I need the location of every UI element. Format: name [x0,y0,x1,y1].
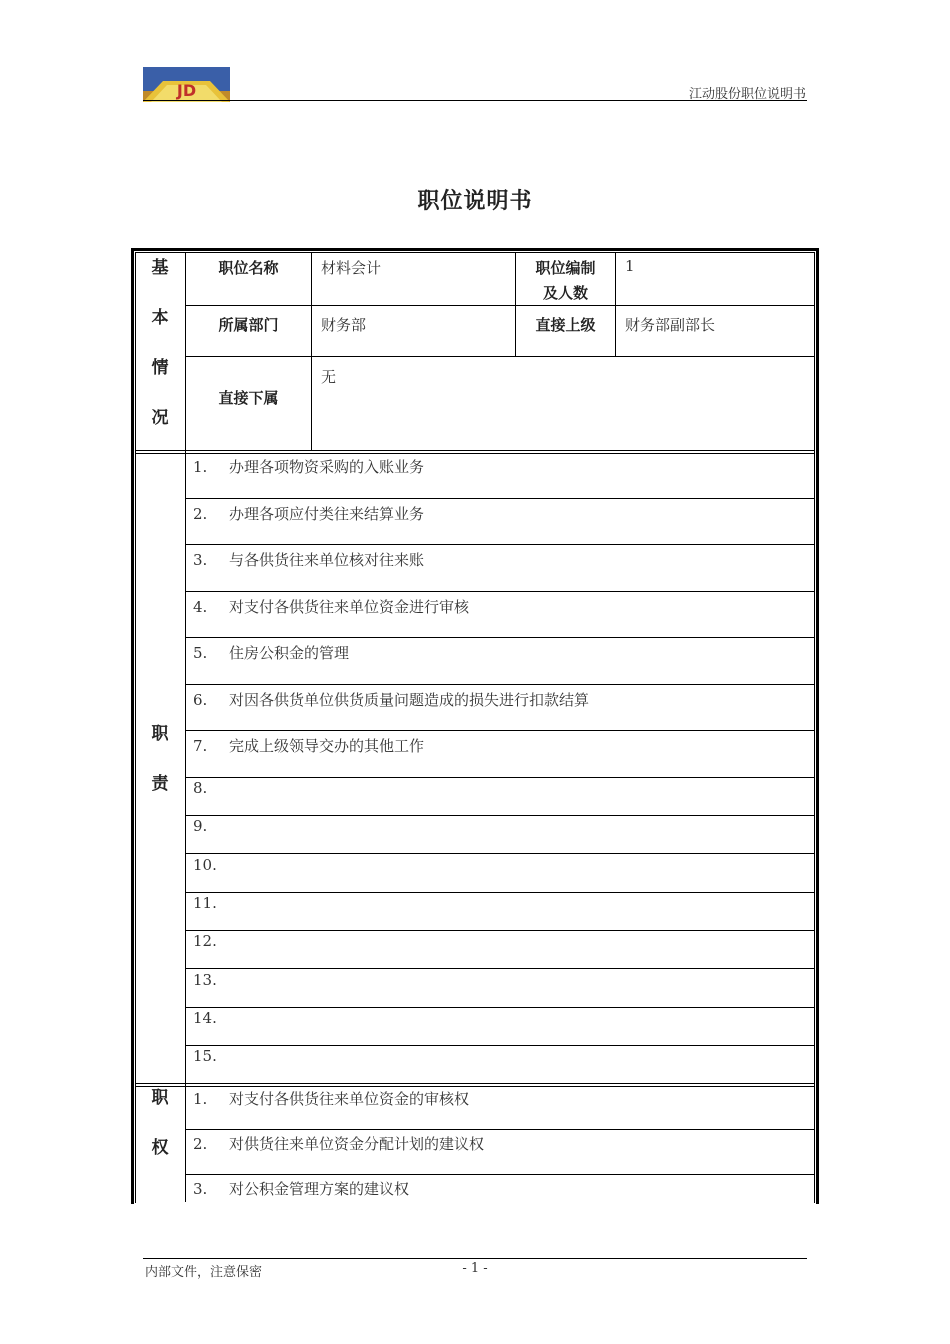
table-divider [185,637,814,638]
company-logo [143,67,230,102]
duty-item: 5. 住房公积金的管理 [193,644,350,662]
authority-item: 1. 对支付各供货往来单位资金的审核权 [193,1090,470,1108]
table-divider [185,1174,814,1175]
table-divider [311,252,312,451]
header-doc-title: 江动股份职位说明书 [688,87,806,102]
authority-item: 3. 对公积金管理方案的建议权 [193,1180,410,1198]
table-divider [185,815,814,816]
duty-item: 7. 完成上级领导交办的其他工作 [193,737,425,755]
section-label-duties: 职 责 [151,724,169,794]
duty-item: 12. [193,932,217,950]
table-divider [185,968,814,969]
table-divider [185,777,814,778]
page-title: 职位说明书 [417,189,533,214]
svg-text:JD: JD [176,81,197,100]
table-divider [185,544,814,545]
table-divider [185,1007,814,1008]
table-divider [185,498,814,499]
section-divider [135,1083,814,1087]
duty-item: 3. 与各供货往来单位核对往来账 [193,551,425,569]
duty-item: 6. 对因各供货单位供货质量问题造成的损失进行扣款结算 [193,691,590,709]
duty-item: 11. [193,894,217,912]
department-value: 财务部 [321,316,367,334]
table-divider [185,930,814,931]
table-divider [185,853,814,854]
section-label-authority: 职 权 [151,1088,169,1158]
position-name-label: 职位名称 [218,259,279,277]
duty-item: 13. [193,971,217,989]
headcount-label: 职位编制 及人数 [535,259,596,302]
superior-value: 财务部副部长 [625,316,716,334]
footer-confidential: 内部文件，注意保密 [145,1265,263,1280]
subordinate-value: 无 [321,368,337,386]
table-divider [615,252,616,356]
subordinate-label: 直接下属 [218,389,279,407]
table-divider [185,1045,814,1046]
duty-item: 4. 对支付各供货往来单位资金进行审核 [193,598,470,616]
table-divider [185,305,814,306]
duty-item: 1. 办理各项物资采购的入账业务 [193,458,425,476]
table-divider [185,892,814,893]
page-number: - 1 - [462,1261,488,1276]
duty-item: 15. [193,1047,217,1065]
duty-item: 14. [193,1009,217,1027]
duty-item: 9. [193,817,208,835]
section-divider [135,450,814,454]
headcount-value: 1 [625,257,635,275]
table-divider [185,356,814,357]
section-label-basic: 基 本 情 况 [151,258,169,428]
duty-item: 10. [193,856,217,874]
position-name-value: 材料会计 [321,259,382,277]
table-divider [185,684,814,685]
table-divider [185,730,814,731]
duty-item: 2. 办理各项应付类往来结算业务 [193,505,425,523]
header-rule [143,100,807,101]
department-label: 所属部门 [218,316,279,334]
table-divider [185,591,814,592]
duty-item: 8. [193,779,208,797]
authority-item: 2. 对供货往来单位资金分配计划的建议权 [193,1135,485,1153]
superior-label: 直接上级 [535,316,596,334]
table-divider [185,1129,814,1130]
footer-rule [143,1258,807,1259]
